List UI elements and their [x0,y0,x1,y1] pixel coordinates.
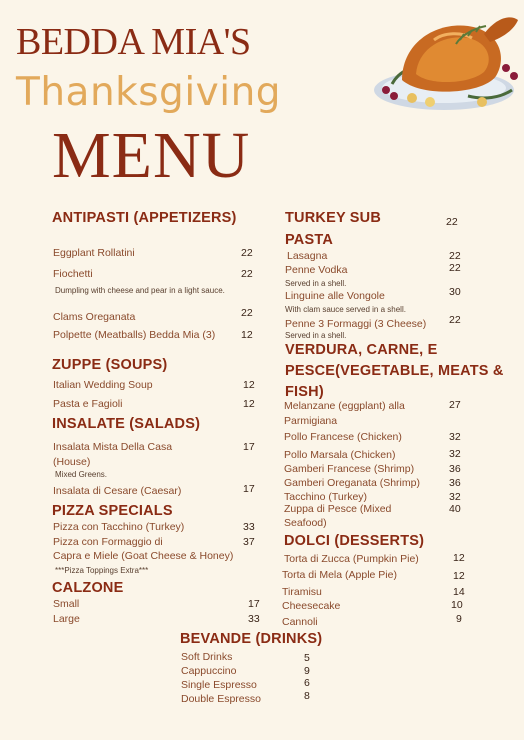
menu-item-price: 17 [248,598,260,610]
menu-item-description: With clam sauce served in a shell. [285,305,406,314]
menu-item-name: Gamberi Oreganata (Shrimp) [284,477,420,489]
menu-item-price: 6 [304,677,310,689]
menu-item-name: Linguine alle Vongole [285,290,385,302]
menu-item-price: 12 [243,379,255,391]
menu-item-name: Pasta e Fagioli [53,398,123,410]
section-heading-insalate: INSALATE (SALADS) [52,416,201,432]
menu-item-name: Capra e Miele (Goat Cheese & Honey) [53,550,234,562]
menu-item-name: Cannoli [282,616,318,628]
menu-item-name: Eggplant Rollatini [53,247,135,259]
menu-item-price: 12 [243,398,255,410]
menu-item-price: 22 [449,314,461,326]
menu-item-price: 5 [304,652,310,664]
menu-item-price: 17 [243,441,255,453]
menu-item-description: Mixed Greens. [55,470,108,479]
menu-item-name: Insalata di Cesare (Caesar) [53,485,182,497]
restaurant-name: BEDDA MIA'S [16,21,251,63]
section-heading-antipasti: ANTIPASTI (APPETIZERS) [52,210,237,226]
menu-item-name: Lasagna [287,250,328,262]
menu-item-price: 22 [241,307,253,319]
menu-item-name: Polpette (Meatballs) Bedda Mia (3) [53,329,216,341]
menu-item-name: Small [53,598,80,610]
menu-item-name: Italian Wedding Soup [53,379,153,391]
menu-item-price: 22 [449,262,461,274]
menu-item-name: Pollo Marsala (Chicken) [284,449,396,461]
menu-item-name: Cappuccino [181,665,237,677]
menu-item-name: Insalata Mista Della Casa (House) [53,441,173,468]
menu-item-price: 30 [449,286,461,298]
menu-item-name: Pizza con Tacchino (Turkey) [53,521,185,533]
menu-item-price: 22 [449,250,461,262]
menu-item-name: Soft Drinks [181,651,233,663]
menu-item-price: 8 [304,690,310,702]
menu-item-name: Tiramisu [282,586,322,598]
menu-item-price: 10 [451,599,463,611]
menu-item-name: Pizza con Formaggio di [53,536,163,548]
menu-item-name: Melanzane (eggplant) alla Parmigiana [284,400,405,427]
menu-item-price: 40 [449,503,461,515]
menu-item-price: 22 [446,216,458,228]
menu-item-name: Tacchino (Turkey) [284,491,368,503]
section-heading-bevande: BEVANDE (DRINKS) [180,631,323,647]
section-heading-dolci: DOLCI (DESSERTS) [284,533,425,549]
menu-item-price: 9 [456,613,462,625]
menu-item-price: 32 [449,448,461,460]
menu-item-price: 36 [449,477,461,489]
section-heading-pasta: PASTA [285,232,333,248]
menu-item-description: Served in a shell. [285,279,347,288]
menu-title: MENU [52,119,251,192]
menu-item-name: Double Espresso [181,693,261,705]
menu-note: ***Pizza Toppings Extra*** [55,566,149,575]
menu-item-price: 12 [241,329,253,341]
menu-item-price: 12 [453,570,465,582]
menu-item-name: Fiochetti [53,268,93,280]
menu-item-name: Clams Oreganata [53,311,136,323]
menu-item-name: Torta di Mela (Apple Pie) [282,569,397,581]
menu-item-name: Torta di Zucca (Pumpkin Pie) [284,553,419,565]
menu-item-name: Pollo Francese (Chicken) [284,431,402,443]
menu-item-price: 32 [449,431,461,443]
menu-item-name: Large [53,613,80,625]
menu-item-price: 22 [241,247,253,259]
menu-item-description: Served in a shell. [285,331,347,340]
menu-item-name: Single Espresso [181,679,257,691]
menu-item-name: Zuppa di Pesce (Mixed Seafood) [284,503,392,529]
menu-item-name: Cheesecake [282,600,341,612]
menu-item-price: 17 [243,483,255,495]
menu-item-price: 33 [248,613,260,625]
section-heading-turkey-sub: TURKEY SUB [285,210,381,226]
menu-item-name: Penne Vodka [285,264,348,276]
menu-item-price: 22 [241,268,253,280]
section-heading-zuppe: ZUPPE (SOUPS) [52,357,168,373]
menu-item-price: 37 [243,536,255,548]
menu-item-price: 14 [453,586,465,598]
menu-item-price: 12 [453,552,465,564]
menu-item-price: 36 [449,463,461,475]
section-heading-pizza: PIZZA SPECIALS [52,503,173,519]
section-heading-calzone: CALZONE [52,580,124,596]
menu-item-price: 33 [243,521,255,533]
menu-item-name: Penne 3 Formaggi (3 Cheese) [285,318,427,330]
section-heading-verdura: VERDURA, CARNE, E PESCE(VEGETABLE, MEATS & FISH) [285,342,504,400]
roast-turkey-icon [372,4,524,122]
menu-item-price: 9 [304,665,310,677]
menu-item-name: Gamberi Francese (Shrimp) [284,463,415,475]
menu-item-price: 32 [449,491,461,503]
occasion-title: Thanksgiving [16,70,282,115]
menu-item-description: Dumpling with cheese and pear in a light sauce. [55,286,225,295]
menu-item-price: 27 [449,399,461,411]
